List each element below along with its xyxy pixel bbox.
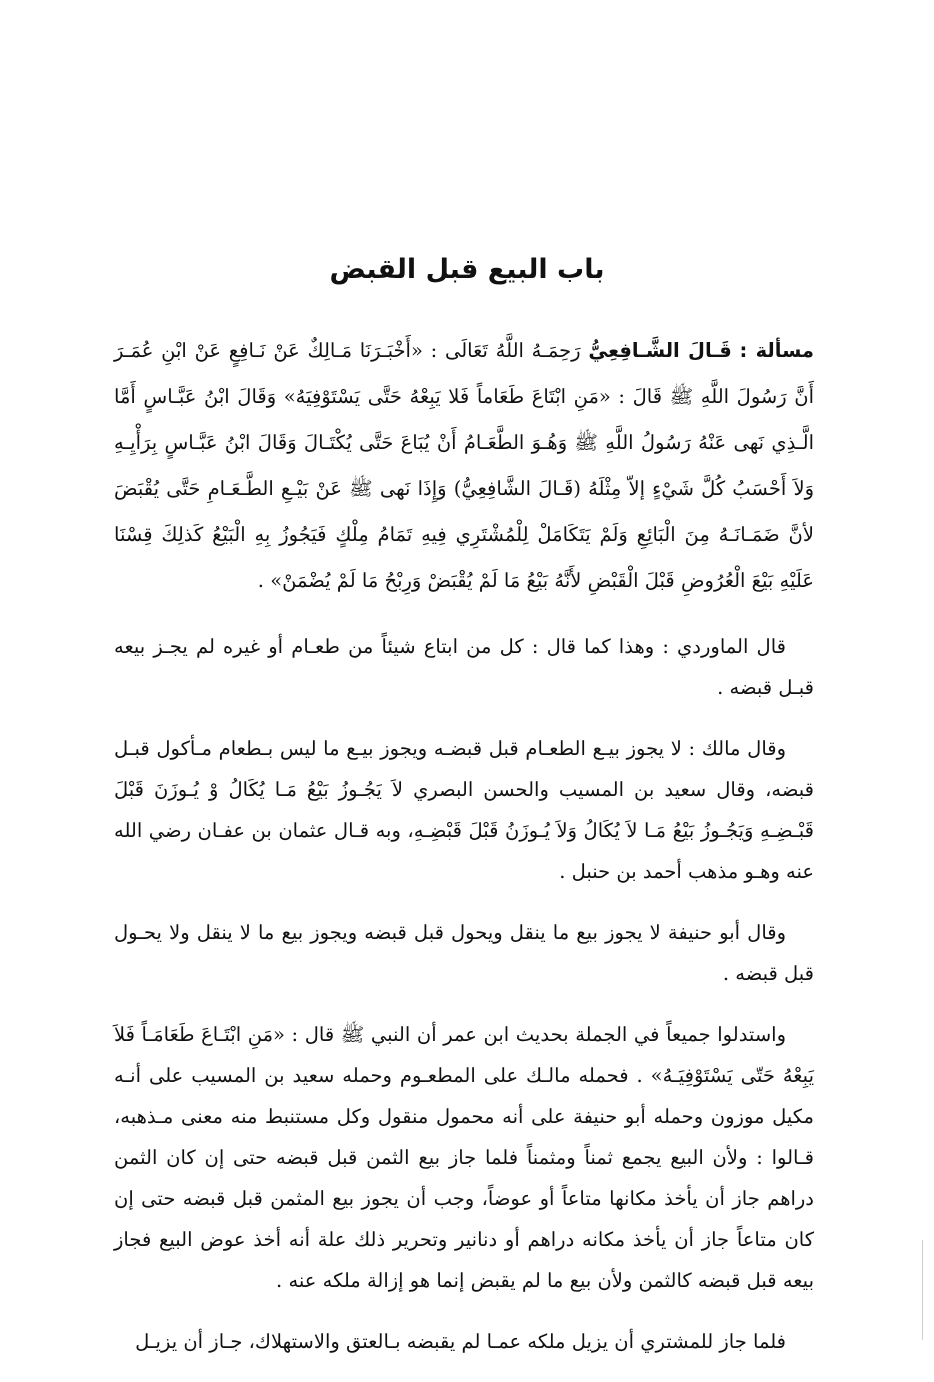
paragraph-evidence: واستدلوا جميعاً في الجملة بحديث ابن عمر أن النبي ﷺ قال : «مَنِ ابْتَـاعَ طَعَامَـاً فَلاَ يَبِعْهُ حَتّى يَسْتَوْفِيَـهُ» . فحمله مالـك على المطعـوم وحمله سعيد بن المسيب على أنـه مكيل موزون وحمله أبو حنيفة على أنه محمول منقول وكل مستنبط منه معنى مـذهبه، قـالوا : ولأن البيع يجمع ثمناً ومثمناً فلما جاز بيع الثمن قبل قبضه حتى إن كان الثمن دراهم جاز أن يأخذ مكانها متاعاً أو عوضاً، وجب أن يجوز بيع المثمن قبل قبضه حتى إن كان متاعاً جاز أن يأخذ مكانه دراهم أو دنانير وتحرير ذلك علة أنه أخذ عوض البيع فجاز بيعه قبل قبضه كالثمن ولأن بيع ما لم يقبض إنما هو إزالة ملكه عنه . xyxy=(114,1023,814,1292)
speaker-name: قَـالَ الشَّـافِعِيُّ xyxy=(588,339,732,362)
paragraph-mawardi: قال الماوردي : وهذا كما قال : كل من ابتاع شيئاً من طعـام أو غيره لم يجـز بيعه قبـل قبضه . xyxy=(114,635,814,699)
paragraph-masala xyxy=(114,328,814,604)
paragraph-abu-hanifa: وقال أبو حنيفة لا يجوز بيع ما ينقل ويحول قبل قبضه ويجوز بيع ما لا ينقل ولا يحـول قبل قبضه . xyxy=(114,921,814,985)
page-body xyxy=(114,328,814,1382)
paragraph-text: رَحِمَـهُ اللَّهُ تَعَالَى : «أَخْبَـرَنَا مَـالِكٌ عَنْ نَـافِعٍ عَنْ ابْنِ عُمَـرَ أَنَّ رَسُولَ اللَّهِ ﷺ قَالَ : «مَنِ ابْتَاعَ طَعَاماً فَلا يَبِعْهُ حَتَّى يَسْتَوْفِيَهُ» وَقَالَ ابْنُ عَبَّـاسٍ أَمَّا الَّـذِي نَهى عَنْهُ رَسُولُ اللَّهِ ﷺ وَهُـوَ الطَّعَـامُ أَنْ يُبَاعَ حَتَّى يُكْتَـالَ وَقَالَ ابْنُ عَبَّـاسٍ بِرَأْيِـهِ وَلاَ أَحْسَبُ كُلَّ شَيْءٍ إلاّ مِثْلَهُ (قَـالَ الشَّافِعِيُّ) وَإِذَا نَهى ﷺ عَنْ بَيْـعِ الطَّـعَـامِ حَتَّى يُقْبَضَ لأنَّ ضَمَـانَـهُ مِنَ الْبَائِعِ وَلَمْ يَتَكَامَلْ لِلْمُشْتَرِي فِيهِ تَمَامُ مِلْكٍ فَيَجُوزُ بِهِ الْبَيْعُ كَذلِكَ قِسْنَا عَلَيْهِ بَيْعَ الْعُرُوضِ قَبْلَ الْقَبْضِ لأَنَّهُ بَيْعُ مَا لَمْ يُقْبَضْ وَرِبْحُ مَا لَمْ يُضْمَنْ» . xyxy=(114,339,814,592)
chapter-title: باب البيع قبل القبض xyxy=(329,254,605,285)
masala-label: مسألة : xyxy=(739,339,814,362)
paragraph-continuation: فلما جاز للمشتري أن يزيل ملكه عمـا لم يقبضه بـالعتق والاستهلاك، جـاز أن يزيـل xyxy=(135,1330,786,1353)
paragraph-malik: وقال مالك : لا يجوز بيـع الطعـام قبل قبضـه ويجوز بيـع ما ليس بـطعام مـأكول قبـل قبضه، وقال سعيد بن المسيب والحسن البصري لاَ يَجُـوزُ بَيْعُ مَـا يُكَالُ وْ يُـوزَنَ قَبْلَ قَبْـضِـهِ وَيَجُـوزُ بَيْعُ مَـا لاَ يُكَالُ وَلاَ يُـوزَنُ قَبْلَ قَبْضِـهِ، وبه قـال عثمان بن عفـان رضي الله عنه وهـو مذهب أحمد بن حنبل . xyxy=(114,737,814,883)
page-edge-line xyxy=(922,1240,923,1340)
